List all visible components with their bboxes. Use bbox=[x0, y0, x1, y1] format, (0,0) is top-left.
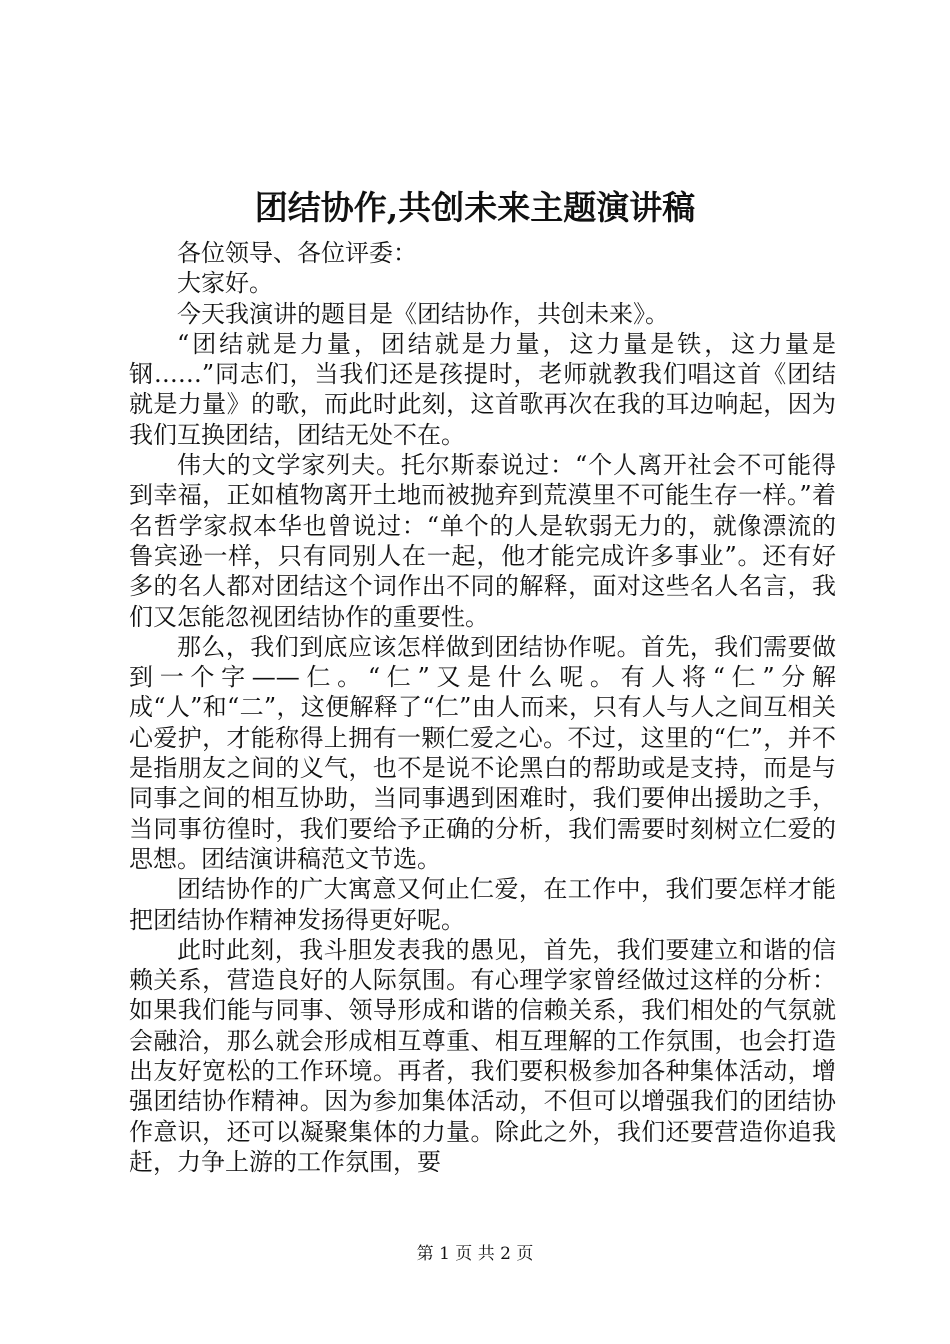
page-number-label: 第 1 页 共 2 页 bbox=[416, 1244, 534, 1264]
document-title: 团结协作,共创未来主题演讲稿 bbox=[254, 188, 696, 227]
paragraph-song: “团结就是力量，团结就是力量，这力量是铁，这力量是钢……”同志们，当我们还是孩提时，老师就教我们唱这首《团结就是力量》的歌，而此时此刻，这首歌再次在我的耳边响起，因为我们互换团结，团结无处不在。 bbox=[129, 329, 836, 449]
paragraph-benevolence: 那么，我们到底应该怎样做到团结协作呢。首先，我们需要做到一个字——仁。“仁”又是什么呢。有人将“仁”分解成“人”和“二”，这便解释了“仁”由人而来，只有人与人之间互相关心爱护，才能称得上拥有一颗仁爱之心。不过，这里的“仁”，并不是指朋友之间的义气，也不是说不论黑白的帮助或是支持，而是与同事之间的相互协助，当同事遇到困难时，我们要伸出援助之手，当同事彷徨时，我们要给予正确的分析，我们需要时刻树立仁爱的思想。团结演讲稿范文节选。 bbox=[129, 632, 836, 873]
paragraph-topic: 今天我演讲的题目是《团结协作，共创未来》。 bbox=[177, 299, 669, 328]
paragraph-greeting: 大家好。 bbox=[177, 269, 273, 298]
document-body bbox=[129, 238, 836, 1177]
paragraph-transition: 团结协作的广大寓意又何止仁爱，在工作中，我们要怎样才能把团结协作精神发扬得更好呢。 bbox=[129, 875, 836, 934]
paragraph-quotes: 伟大的文学家列夫。托尔斯泰说过：“个人离开社会不可能得到幸福，正如植物离开土地而被抛弃到荒漠里不可能生存一样。”着名哲学家叔本华也曾说过：“单个的人是软弱无力的，就像漂流的鲁宾逊一样，只有同别人在一起，他才能完成许多事业”。还有好多的名人都对团结这个词作出不同的解释，面对这些名人名言，我们又怎能忽视团结协作的重要性。 bbox=[129, 451, 836, 631]
paragraph-trust: 此时此刻，我斗胆发表我的愚见，首先，我们要建立和谐的信赖关系，营造良好的人际氛围。有心理学家曾经做过这样的分析：如果我们能与同事、领导形成和谐的信赖关系，我们相处的气氛就会融洽，那么就会形成相互尊重、相互理解的工作氛围，也会打造出友好宽松的工作环境。再者，我们要积极参加各种集体活动，增强团结协作精神。因为参加集体活动，不但可以增强我们的团结协作意识，还可以凝聚集体的力量。除此之外，我们还要营造你追我赶，力争上游的工作氛围，要 bbox=[129, 935, 836, 1176]
paragraph-salutation: 各位领导、各位评委： bbox=[177, 239, 417, 267]
page-footer bbox=[0, 1242, 950, 1266]
